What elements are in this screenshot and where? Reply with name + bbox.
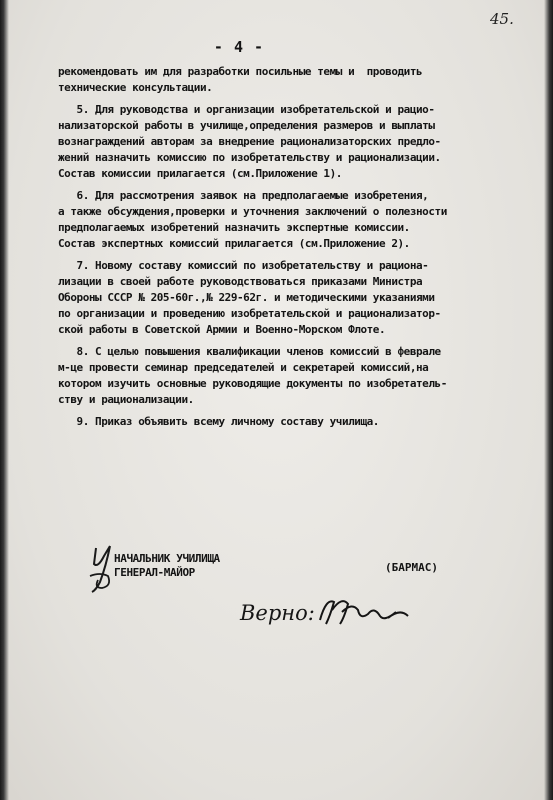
text-line: 8. С целью повышения квалификации членов комиссий в феврале (58, 345, 441, 358)
order-body-text (58, 64, 553, 430)
handwritten-certification (238, 590, 418, 634)
text-line: 7. Новому составу комиссий по изобретательству и рациона- (58, 259, 429, 272)
text-line: 5. Для руководства и организации изобретательской и рацио- (58, 103, 435, 116)
text-line: 6. Для рассмотрения заявок на предполагаемые изобретения, (58, 189, 429, 202)
text-line: Обороны СССР № 205-60г.,№ 229-62г. и методическими указаниями (58, 291, 435, 304)
text-line: ской работы в Советской Армии и Военно-Морском Флоте. (58, 323, 386, 336)
text-line: жений назначить комиссию по изобретательству и рационализации. (58, 151, 441, 164)
text-line: ству и рационализации. (58, 393, 194, 406)
text-line: котором изучить основные руководящие документы по изобретатель- (58, 377, 447, 390)
text-line: м-це провести семинар председателей и секретарей комиссий,на (58, 361, 429, 374)
signatory-rank: ГЕНЕРАЛ-МАЙОР (114, 566, 195, 579)
text-line: Состав экспертных комиссий прилагается (см.Приложение 2). (58, 237, 410, 250)
scan-shadow-left (0, 0, 9, 800)
archive-page-number: 45. (490, 10, 514, 28)
text-line: предполагаемых изобретений назначить экспертные комиссии. (58, 221, 410, 234)
text-line: по организации и проведению изобретательской и рационализатор- (58, 307, 441, 320)
text-line: 9. Приказ объявить всему личному составу училища. (58, 415, 379, 428)
text-line: вознаграждений авторам за внедрение рационализаторских предло- (58, 135, 441, 148)
handwritten-verno-label: Верно: (240, 601, 315, 625)
text-line: нализаторской работы в училище,определения размеров и выплаты (58, 119, 435, 132)
text-line: технические консультации. (58, 81, 213, 94)
signatory-position: НАЧАЛЬНИК УЧИЛИЩА (114, 552, 220, 565)
text-line: лизации в своей работе руководствоваться приказами Министра (58, 275, 423, 288)
page-number: - 4 - (213, 38, 265, 56)
signature-scribble (320, 601, 408, 624)
text-line: рекомендовать им для разработки посильные темы и проводить (58, 65, 423, 78)
text-line: Состав комиссии прилагается (см.Приложение 1). (58, 167, 342, 180)
signatory-name: (БАРМАС) (385, 561, 438, 574)
text-line: а также обсуждения,проверки и уточнения заключений о полезности (58, 205, 447, 218)
